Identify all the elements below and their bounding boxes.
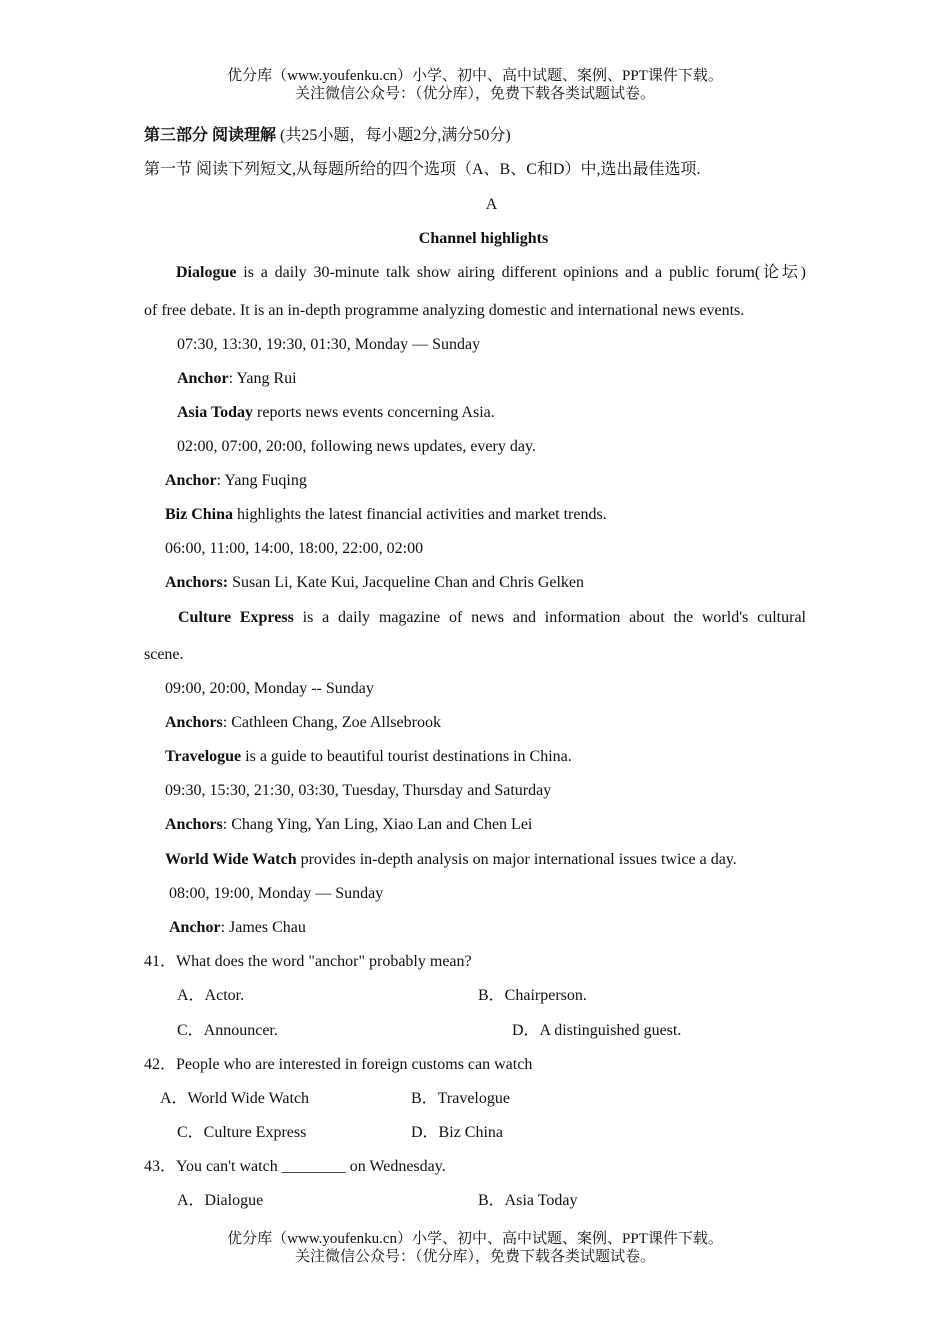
anchor-names: : Yang Fuqing [216, 472, 307, 489]
anchor-names: : Cathleen Chang, Zoe Allsebrook [222, 714, 441, 731]
question-42-option-d: D．Biz China [411, 1124, 503, 1141]
passage-title [0, 229, 950, 249]
section-title-bold: 第三部分 阅读理解 [144, 127, 277, 144]
page-footer-line2: 关注微信公众号：（优分库），免费下载各类试题试卷。 [294, 1249, 655, 1265]
program-biz-china-anchor [165, 573, 584, 593]
program-dialogue-desc [144, 263, 806, 283]
question-43-option-b: B．Asia Today [478, 1192, 578, 1209]
program-name: Travelogue [165, 748, 242, 765]
question-41-stem: 41．What does the word "anchor" probably mean? [144, 953, 472, 970]
program-culture-express-times: 09:00, 20:00, Monday -- Sunday [165, 680, 374, 697]
question-43-option-a: A．Dialogue [177, 1192, 264, 1209]
program-asia-today-desc [177, 403, 495, 423]
program-asia-today-times: 02:00, 07:00, 20:00, following news updates, every day. [177, 438, 536, 455]
program-name: Asia Today [177, 404, 254, 421]
program-name: Dialogue [176, 264, 237, 281]
program-desc: provides in-depth analysis on major international issues twice a day. [296, 851, 737, 868]
program-travelogue-times: 09:30, 15:30, 21:30, 03:30, Tuesday, Thursday and Saturday [165, 782, 552, 799]
program-dialogue-anchor [177, 369, 297, 389]
program-desc: highlights the latest financial activities and market trends. [233, 506, 607, 523]
anchor-label: Anchor [169, 919, 221, 936]
anchor-label: Anchor [177, 370, 229, 387]
program-world-wide-watch-times: 08:00, 19:00, Monday — Sunday [169, 885, 384, 902]
program-world-wide-watch-anchor [169, 918, 306, 938]
program-biz-china-desc [165, 505, 607, 525]
anchor-label: Anchors: [165, 574, 229, 591]
anchor-label: Anchors [165, 714, 223, 731]
program-asia-today-anchor [165, 471, 307, 491]
page-header-line2: 关注微信公众号：（优分库），免费下载各类试题试卷。 [294, 86, 655, 102]
page-footer-line1: 优分库（www.youfenku.cn）小学、初中、高中试题、案例、PPT课件下载。 [227, 1231, 723, 1247]
program-culture-express-anchor [165, 713, 441, 733]
passage-title-text: Channel highlights [418, 230, 549, 247]
question-42-option-a: A．World Wide Watch [160, 1090, 310, 1107]
program-dialogue-desc-cont: of free debate. It is an in-depth programme analyzing domestic and international news events. [144, 302, 745, 319]
program-culture-express-desc-cont: scene. [144, 646, 184, 663]
passage-letter: A [485, 196, 498, 213]
anchor-label: Anchors [165, 816, 223, 833]
program-name: Culture Express [178, 609, 294, 626]
section-instruction: 第一节 阅读下列短文,从每题所给的四个选项（A、B、C和D）中,选出最佳选项. [144, 161, 701, 178]
question-42-option-b: B．Travelogue [411, 1090, 510, 1107]
program-culture-express-desc [144, 608, 806, 628]
anchor-names: Susan Li, Kate Kui, Jacqueline Chan and Chris Gelken [228, 574, 585, 591]
anchor-names: : Chang Ying, Yan Ling, Xiao Lan and Chen Lei [222, 816, 533, 833]
program-travelogue-desc [165, 747, 572, 767]
program-dialogue-times: 07:30, 13:30, 19:30, 01:30, Monday — Sunday [177, 336, 481, 353]
anchor-names: : James Chau [220, 919, 306, 936]
program-world-wide-watch-desc [165, 850, 737, 870]
page-header-line1: 优分库（www.youfenku.cn）小学、初中、高中试题、案例、PPT课件下载。 [227, 68, 723, 84]
program-name: World Wide Watch [165, 851, 297, 868]
question-41-option-d: D．A distinguished guest. [512, 1022, 682, 1039]
program-name: Biz China [165, 506, 234, 523]
question-42-option-c: C．Culture Express [177, 1124, 307, 1141]
program-biz-china-times: 06:00, 11:00, 14:00, 18:00, 22:00, 02:00 [165, 540, 424, 557]
program-desc: is a daily magazine of news and information about the world's cultural [293, 609, 807, 626]
question-43-stem: 43．You can't watch ________ on Wednesday. [144, 1158, 446, 1175]
question-41-option-b: B．Chairperson. [478, 987, 587, 1004]
question-41-option-a: A．Actor. [177, 987, 245, 1004]
question-41-option-c: C．Announcer. [177, 1022, 278, 1039]
program-desc: reports news events concerning Asia. [253, 404, 495, 421]
question-42-stem: 42．People who are interested in foreign customs can watch [144, 1056, 533, 1073]
section-title-rest: (共25小题，每小题2分,满分50分) [276, 127, 511, 144]
program-desc: is a guide to beautiful tourist destinations in China. [241, 748, 572, 765]
anchor-names: : Yang Rui [228, 370, 297, 387]
program-desc: is a daily 30-minute talk show airing different opinions and a public forum(论坛) [236, 264, 806, 281]
program-travelogue-anchor [165, 815, 532, 835]
section-title [144, 126, 511, 146]
anchor-label: Anchor [165, 472, 217, 489]
